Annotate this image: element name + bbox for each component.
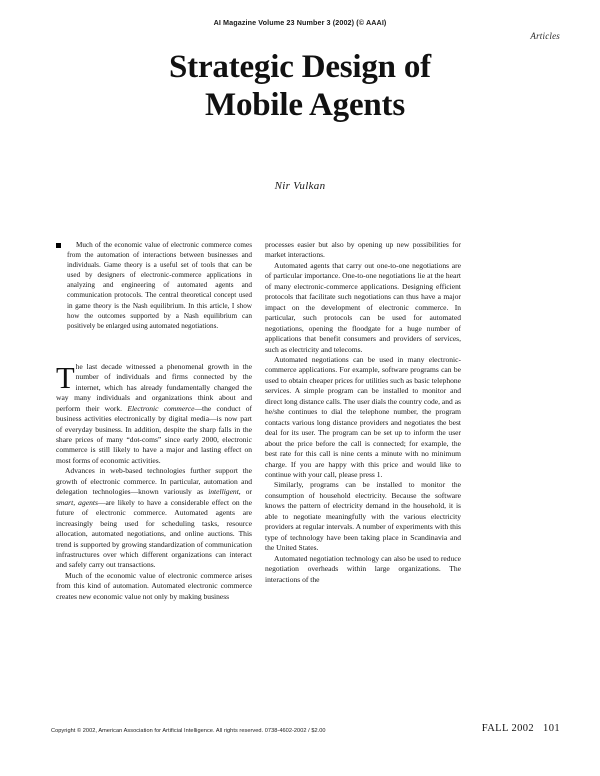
body-column-right — [265, 240, 461, 585]
issue-label: FALL 2002 — [481, 723, 535, 734]
title-line-2: Mobile Agents — [205, 87, 405, 124]
page-folio — [482, 723, 560, 734]
body-paragraph: Automated negotiations can be used in many electronic-commerce applications. For example, software programs can be used to obtain cheaper prices for utilities such as basic telephone services. A simple program can be installed to monitor and direct long distance calls. The user dials the country code, and as he/she continues to dial the telephone number, the program contacts various long distance providers and negotiates the best deal for its user. The program can be set up to inform the user about the price before the call is connected; for example, the best rate for this call is nine cents a minute with no minimum charge. If you are happy with this price and would like to continue with your call, please press 1. — [265, 354, 461, 479]
title-line-1: Strategic Design of — [169, 49, 431, 85]
paragraph-text: he last decade witnessed a phenomenal growth in the number of individuals and firms connected by the internet, which has already fundamentally changed the way many individuals and organizations think about and perform their work. — [56, 361, 252, 413]
abstract-text: Much of the economic value of electronic commerce comes from the automation of interactions between businesses and individuals. Game theory is a useful set of tools that can be used by designers of electronic-commerce applications in analyzing and engineering of automated agents and communication protocols. The central theoretical concept used in game theory is the Nash equilibrium. In this article, I show how the outcomes supported by a Nash equilibrium can positively be enlarged using automated negotiations. — [67, 241, 252, 330]
abstract-paragraph — [56, 240, 252, 331]
body-paragraph: Automated agents that carry out one-to-one negotiations are of particular importance. One-to-one negotiations lie at the heart of many electronic-commerce applications. Designing efficient protocols that facilitate such negotiations can thus have a major impact on the development of electronic commerce. In particular, such protocols can be used for automated negotiations, opening the floodgate for a huge number of applications that benefit consumers and providers of services, such as electricity and telecoms. — [265, 260, 461, 354]
emphasis-intelligent: intelligent — [208, 487, 239, 497]
body-paragraph: Much of the economic value of electronic commerce arises from this kind of automation. Automated electronic commerce creates new economic value not only by making business — [56, 570, 252, 601]
body-paragraph: Similarly, programs can be installed to monitor the consumption of household electricity. Because the software knows the pattern of electricity demand in the household, it is able to negotiate meaningfully with the various electricity providers at regular intervals. A number of experiments with this type of technology have been taking place in Scandinavia and the United States. — [265, 480, 461, 553]
emphasis-smart-agents: smart, agents — [56, 497, 98, 507]
page-number: 101 — [543, 723, 560, 734]
paragraph-text: Advances in web-based technologies further support the growth of electronic commerce. In particular, automation and delegation technologies—known variously as — [56, 466, 252, 497]
paragraph-text-tail: —are likely to have a considerable effect on the future of electronic commerce. Automated agents are increasingly being used for scheduling tasks, resource allocation, automated negotiations, and online auctions. This trend is supported by growing standardization of communication infrastructures over which different organizations can interact and safely carry out transactions. — [56, 497, 253, 570]
emphasis-electronic-commerce: Electronic commerce — [127, 403, 195, 413]
square-bullet-icon — [56, 243, 61, 248]
abstract-spacer — [56, 331, 252, 362]
section-label: Articles — [530, 31, 560, 41]
paragraph-text-mid: , or — [238, 487, 253, 497]
drop-cap: T — [56, 360, 75, 395]
body-paragraph — [56, 362, 252, 467]
body-paragraph: Automated negotiation technology can also be used to reduce negotiation overheads within large organizations. The interactions of the — [265, 553, 461, 584]
copyright-notice: Copyright © 2002, American Association for Artificial Intelligence. All rights reserved. 0738-4602-2002 / $2.00 — [51, 728, 326, 734]
body-column-left — [56, 240, 252, 602]
author-name: Nir Vulkan — [274, 180, 326, 192]
page-title — [40, 48, 560, 125]
body-paragraph — [56, 466, 252, 571]
paragraph-text-tail: —the conduct of business activities electronically by digital media—is now part of everyday business. In addition, despite the sharp falls in the share prices of many “dot-coms” since early 2000, electronic commerce is still likely to have a major and lasting effect on most forms of economic activities. — [56, 403, 252, 465]
journal-running-head: AI Magazine Volume 23 Number 3 (2002) (© AAAI) — [213, 18, 387, 27]
body-paragraph: processes easier but also by opening up new possibilities for market interactions. — [265, 240, 461, 260]
